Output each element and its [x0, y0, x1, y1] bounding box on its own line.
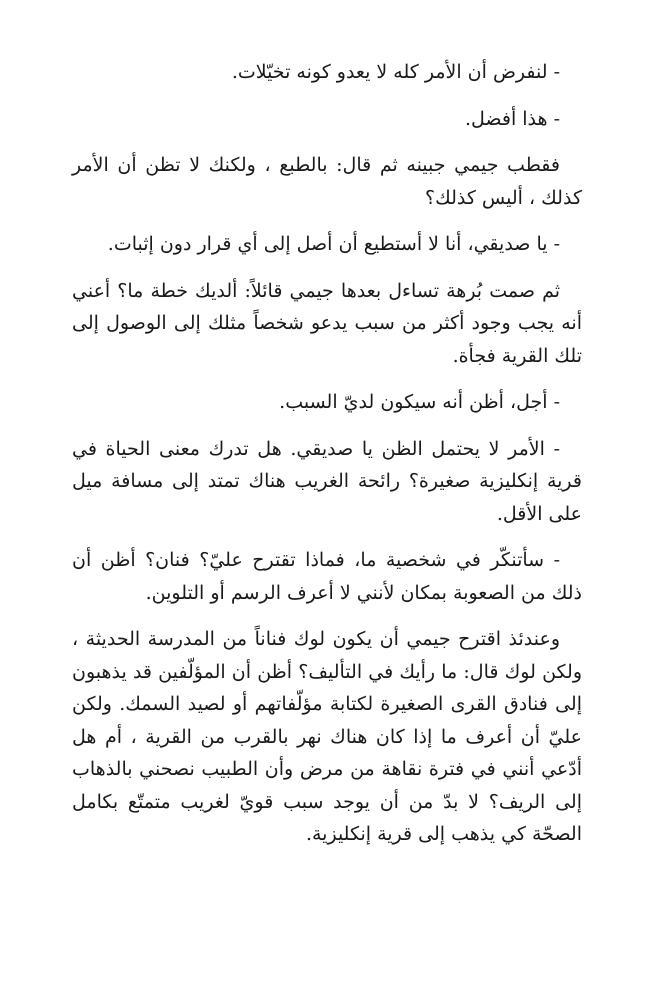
dialogue-paragraph: - هذا أفضل. [464, 107, 560, 130]
dialogue-paragraph: - يا صديقي، أنا لا أستطيع أن أصل إلى أي قرار دون إثبات. [107, 233, 560, 255]
narration-paragraph: ثم صمت بُرهة تساءل بعدها جيمي قائلاً: ألديك خطة ما؟ أعني أنه يجب وجود أكثر من سبب يدعو شخصاً مثلك إلى الوصول إلى تلك القرية فجأة. [72, 279, 582, 367]
narration-paragraph: فقطب جيمي جبينه ثم قال: بالطبع ، ولكنك لا تظن أن الأمر كذلك ، أليس كذلك؟ [72, 154, 582, 209]
dialogue-paragraph: - الأمر لا يحتمل الظن يا صديقي. هل تدرك معنى الحياة في قرية إنكليزية صغيرة؟ رائحة الغريب هناك تمتد إلى مسافة ميل على الأقل. [72, 437, 582, 525]
dialogue-paragraph: - أجل، أظن أنه سيكون لديّ السبب. [279, 391, 560, 413]
dialogue-paragraph: - سأتنكّر في شخصية ما، فماذا تقترح عليّ؟ فنان؟ أظن أن ذلك من الصعوبة بمكان لأنني لا أعرف الرسم أو التلوين. [72, 549, 582, 604]
book-page [72, 56, 582, 864]
narration-paragraph: وعندئذ اقترح جيمي أن يكون لوك فناناً من المدرسة الحديثة ، ولكن لوك قال: ما رأيك في التأليف؟ أظن أن المؤلّفين قد يذهبون إلى فنادق القرى الصغيرة لكتابة مؤلّفاتهم أو لصيد السمك. ولكن عليّ أن أعرف ما إذا كان هناك نهر بالقرب من القرية ، أم هل أدّعي أنني في فترة نقاهة من مرض وأن الطبيب نصحني بالذهاب إلى الريف؟ لا بدّ من أن يوجد سبب قويّ لغريب متمتّع بكامل الصحّة كي يذهب إلى قرية إنكليزية. [72, 628, 582, 845]
dialogue-paragraph: - لنفرض أن الأمر كله لا يعدو كونه تخيّلات. [231, 61, 560, 83]
